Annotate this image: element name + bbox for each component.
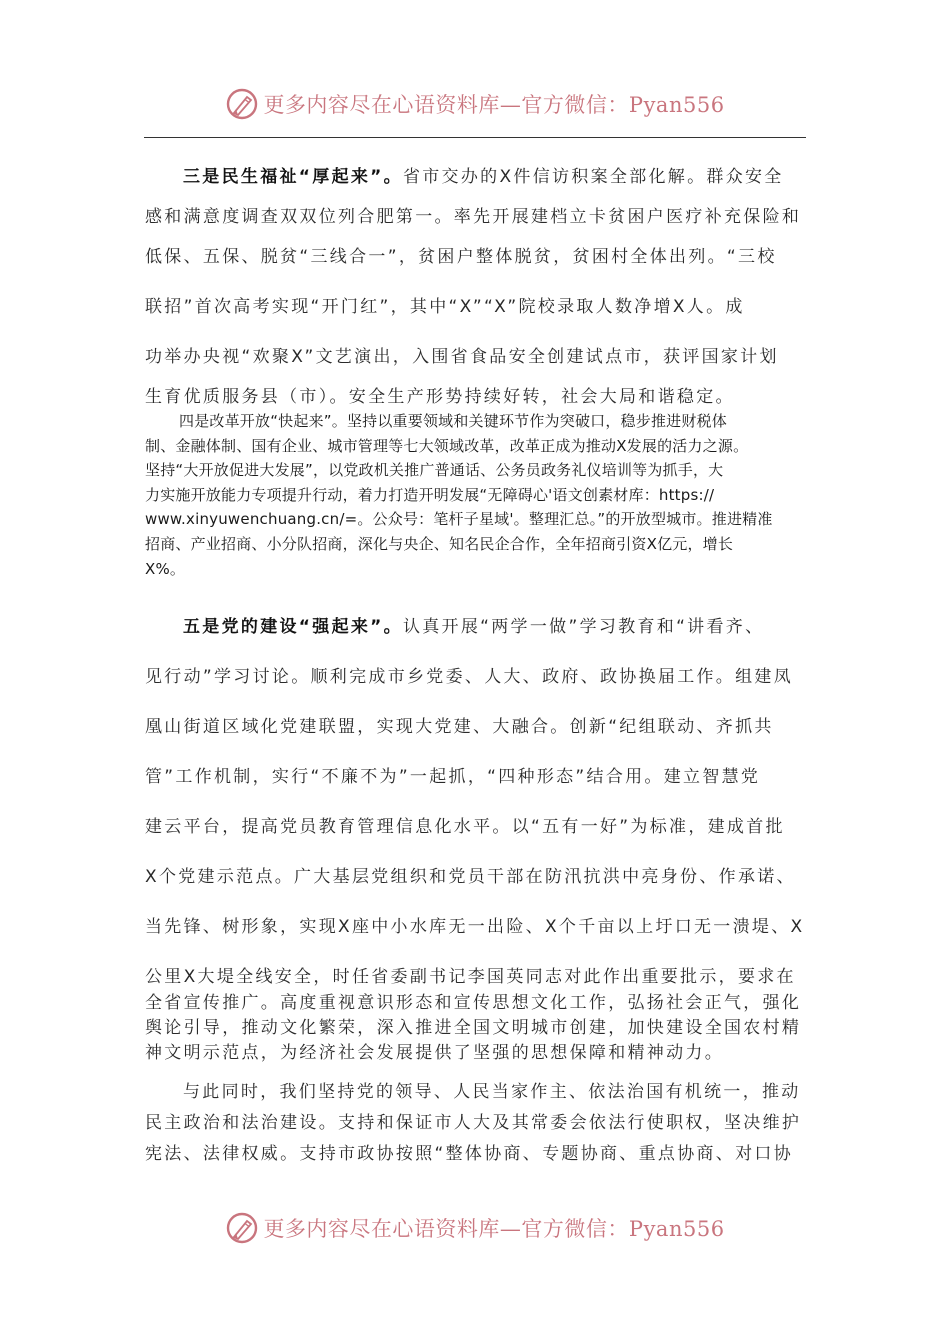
paragraph-line: 见行动”学习讨论。顺利完成市乡党委、人大、政府、政协换届工作。组建凤 bbox=[145, 667, 794, 687]
paragraph-line: 公里X大堤全线安全，时任省委副书记李国英同志对此作出重要批示，要求在 bbox=[145, 967, 796, 987]
paragraph-heading: 五是党的建设“强起来”。 bbox=[183, 617, 403, 637]
paragraph-heading: 三是民生福祉“厚起来”。 bbox=[183, 167, 403, 187]
header-banner bbox=[0, 84, 950, 124]
paragraph-line: 全省宣传推广。高度重视意识形态和宣传思想文化工作，弘扬社会正气，强化 bbox=[145, 993, 802, 1013]
paragraph-line: 建云平台，提高党员教育管理信息化水平。以“五有一好”为标准，建成首批 bbox=[145, 817, 785, 837]
paragraph-line: 联招”首次高考实现“开门红”，其中“X”“X”院校录取人数净增X人。成 bbox=[145, 297, 745, 317]
paragraph-line: 民主政治和法治建设。支持和保证市人大及其常委会依法行使职权，坚决维护 bbox=[145, 1113, 802, 1133]
footer-banner-text: 更多内容尽在心语资料库—官方微信：Pyan556 bbox=[263, 1217, 725, 1241]
paragraph-line: 当先锋、树形象，实现X座中小水库无一出险、X个千亩以上圩口无一溃堤、X bbox=[145, 917, 805, 937]
paragraph-line: 感和满意度调查双双位列合肥第一。率先开展建档立卡贫困户医疗补充保险和 bbox=[145, 207, 802, 227]
paragraph-line: 神文明示范点，为经济社会发展提供了坚强的思想保障和精神动力。 bbox=[145, 1043, 724, 1063]
paragraph-line: 与此同时，我们坚持党的领导、人民当家作主、依法治国有机统一，推动 bbox=[183, 1082, 801, 1102]
paragraph-line: 坚持“大开放促进大发展”，以党政机关推广普通话、公务员政务礼仪培训等为抓手，大 bbox=[145, 461, 724, 480]
paragraph-line: www.xinyuwenchuang.cn/=。公众号：笔杆子星域'。整理汇总。”的开放型城市。推进精准 bbox=[145, 510, 773, 529]
pen-circle-logo-icon bbox=[225, 87, 259, 121]
paragraph-continuation bbox=[145, 991, 807, 1066]
paragraph-line: 管”工作机制，实行“不廉不为”一起抓，“四种形态”结合用。建立智慧党 bbox=[145, 767, 761, 787]
paragraph-line: 舆论引导，推动文化繁荣，深入推进全国文明城市创建，加快建设全国农村精 bbox=[145, 1018, 802, 1038]
paragraph-line-text: 认真开展“两学一做”学习教育和“讲看齐、 bbox=[402, 617, 765, 637]
paragraph-line: 制、金融体制、国有企业、城市管理等七大领域改革，改革正成为推动X发展的活力之源。 bbox=[145, 436, 749, 455]
footer-banner bbox=[0, 1208, 950, 1248]
paragraph-line: 低保、五保、脱贫“三线合一”，贫困户整体脱贫，贫困村全体出列。“三校 bbox=[145, 247, 777, 267]
paragraph-line: 宪法、法律权威。支持市政协按照“整体协商、专题协商、重点协商、对口协 bbox=[145, 1144, 794, 1164]
paragraph-line-text: 省市交办的X件信访积案全部化解。群众安全 bbox=[402, 167, 784, 187]
paragraph-line bbox=[145, 602, 807, 652]
pen-circle-logo-icon bbox=[225, 1211, 259, 1245]
paragraph-democracy bbox=[145, 1077, 807, 1170]
paragraph-line: X%。 bbox=[145, 559, 186, 578]
paragraph-line: X个党建示范点。广大基层党组织和党员干部在防汛抗洪中亮身份、作承诺、 bbox=[145, 867, 796, 887]
paragraph-livelihood bbox=[145, 157, 807, 417]
header-divider bbox=[144, 137, 806, 138]
paragraph-line: 功举办央视“欢聚X”文艺演出，入围省食品安全创建试点市，获评国家计划 bbox=[145, 347, 779, 367]
paragraph-line: 招商、产业招商、小分队招商，深化与央企、知名民企合作，全年招商引资X亿元，增长 bbox=[145, 534, 734, 553]
paragraph-line: 凰山街道区域化党建联盟，实现大党建、大融合。创新“纪组联动、齐抓共 bbox=[145, 717, 774, 737]
header-banner-text: 更多内容尽在心语资料库—官方微信：Pyan556 bbox=[263, 93, 725, 117]
paragraph-line bbox=[145, 157, 807, 197]
paragraph-line: 力实施开放能力专项提升行动，着力打造开明发展“无障碍心'语文创素材库：https:// bbox=[145, 485, 715, 504]
paragraph-party-building bbox=[145, 602, 807, 1002]
paragraph-line: 生育优质服务县（市）。安全生产形势持续好转，社会大局和谐稳定。 bbox=[145, 387, 735, 407]
paragraph-reform bbox=[145, 409, 807, 581]
paragraph-line: 四是改革开放“快起来”。坚持以重要领域和关键环节作为突破口，稳步推进财税体 bbox=[179, 412, 727, 430]
